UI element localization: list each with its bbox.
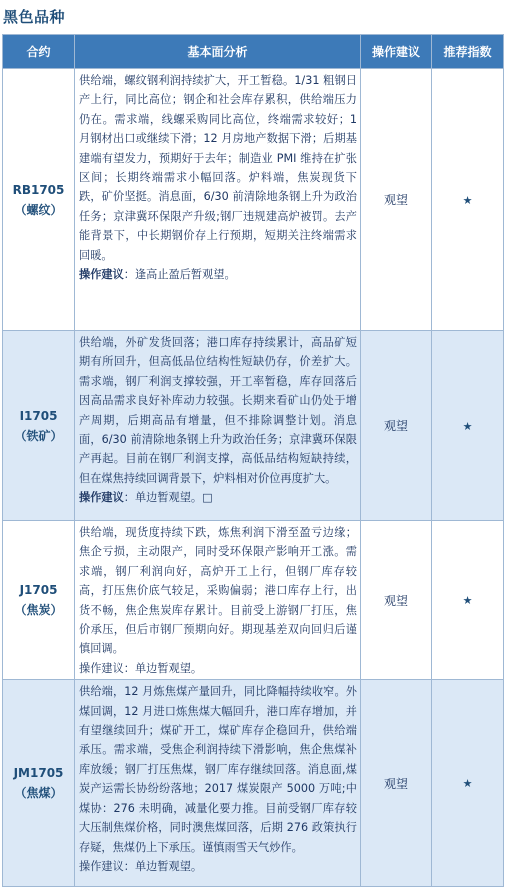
- advice-cell: 观望: [361, 331, 432, 521]
- analysis-cell: [75, 680, 361, 887]
- analysis-text: 供给端，螺纹钢利润持续扩大，开工暂稳。1/31 粗钢日产上行，同比高位；钢企和社会库存累积，供给端压力仍在。需求端，线螺采购同比高位，终端需求较好；1 月钢材出口或继续下滑；12 月房地产数据下滑；后期基建端有望发力，预期好于去年；制造业 PMI 维持在扩张区间；长期终端需求小幅回落。炉料端，焦炭现货下跌，矿价坚挺。消息面，6/30 前清除地条钢上升为政治任务；京津冀环保限产升级;钢厂违规建高炉被罚。去产能背景下，中长期钢价存上行预期，短期关注终端需求回暖。: [79, 74, 357, 262]
- table-row-j: [3, 521, 504, 680]
- advice-cell: 观望: [361, 680, 432, 887]
- operation-advice: [79, 265, 357, 284]
- header-index: 推荐指数: [432, 35, 504, 69]
- contract-code: JM1705: [13, 766, 64, 781]
- star-icon: ★: [462, 594, 473, 608]
- index-cell: [432, 521, 504, 680]
- black-commodities-table: [2, 34, 504, 887]
- header-analysis: 基本面分析: [75, 35, 361, 69]
- analysis-text: 供给端，12 月炼焦煤产量回升，同比降幅持续收窄。外煤回调，12 月进口炼焦煤大幅回升，港口库存增加，并有望继续回升；煤矿开工，煤矿库存企稳回升，供给端承压。需求端，受焦企利润持续下滑影响，焦企焦煤补库放缓；钢厂打压焦煤，钢厂库存继续回落。消息面,煤炭产运需长协纷纷落地；2017 煤炭限产 5000 万吨;中煤协：276 未明确，减量化要力推。目前受钢厂库存较大压制焦煤价格，同时澳焦煤回落，后期 276 政策执行存疑，焦煤仍上下承压。谨慎雨雪天气炒作。: [79, 685, 357, 854]
- table-row-jm: [3, 680, 504, 887]
- contract-code: I1705: [19, 408, 58, 423]
- table-row-i: [3, 331, 504, 521]
- contract-cell: [3, 69, 75, 331]
- advice-cell: 观望: [361, 69, 432, 331]
- analysis-cell: [75, 69, 361, 331]
- header-contract: 合约: [3, 35, 75, 69]
- operation-advice-label: 操作建议: [79, 859, 124, 873]
- star-icon: ★: [462, 419, 473, 433]
- contract-name: （焦煤）: [14, 786, 63, 801]
- operation-advice-text: ：单边暂观望。□: [123, 491, 213, 505]
- header-advice: 操作建议: [361, 35, 432, 69]
- contract-code: J1705: [19, 583, 58, 598]
- contract-name: （铁矿）: [14, 428, 63, 443]
- table-header-row: [3, 35, 504, 69]
- table-row-rb: [3, 69, 504, 331]
- star-icon: ★: [462, 777, 473, 791]
- operation-advice-label: 操作建议: [79, 268, 124, 282]
- contract-name: （螺纹）: [14, 202, 63, 217]
- operation-advice-label: 操作建议: [79, 491, 124, 505]
- index-cell: [432, 680, 504, 887]
- operation-advice-text: ：单边暂观望。: [123, 859, 203, 873]
- operation-advice: [79, 659, 357, 678]
- contract-cell: [3, 521, 75, 680]
- analysis-text: 供给端，现货度持续下跌，炼焦利润下滑至盈亏边缘；焦企亏损，主动限产，同时受环保限产影响开工涨。需求端，钢厂利润向好，高炉开工上行，但钢厂库存较高，打压焦价底气较足，采购偏弱；港口库存上行，出货不畅，焦企焦炭库存累计。目前受上游钢厂打压，焦价承压，但后市钢厂预期向好。期现基差双向回归后谨慎回调。: [79, 526, 357, 656]
- advice-cell: 观望: [361, 521, 432, 680]
- operation-advice: [79, 488, 357, 507]
- analysis-cell: [75, 331, 361, 521]
- contract-cell: [3, 331, 75, 521]
- analysis-text: 供给端，外矿发货回落；港口库存持续累计，高品矿短期有所回升，但高低品位结构性短缺仍存，价差扩大。需求端，钢厂利润支撑较强，开工率暂稳，库存回落后因高品需求良好补库动力较强。长期来看矿山仍处于增产周期，后期高品有增量，但不排除调整计划。消息面，6/30 前清除地条钢上升为政治任务；京津冀环保限产再起。目前在钢厂利润支撑，高低品结构短缺持续，但在煤焦持续回调背景下，炉料相对价位再度扩大。: [79, 336, 357, 485]
- operation-advice-text: ：逢高止盈后暂观望。: [123, 268, 236, 282]
- operation-advice: [79, 857, 357, 876]
- contract-code: RB1705: [12, 182, 65, 197]
- operation-advice-text: ：单边暂观望。: [123, 661, 203, 675]
- section-title: 黑色品种: [3, 8, 66, 26]
- operation-advice-label: 操作建议: [79, 661, 124, 675]
- analysis-cell: [75, 521, 361, 680]
- star-icon: ★: [462, 193, 473, 207]
- contract-cell: [3, 680, 75, 887]
- index-cell: [432, 69, 504, 331]
- index-cell: [432, 331, 504, 521]
- contract-name: （焦炭）: [14, 603, 63, 618]
